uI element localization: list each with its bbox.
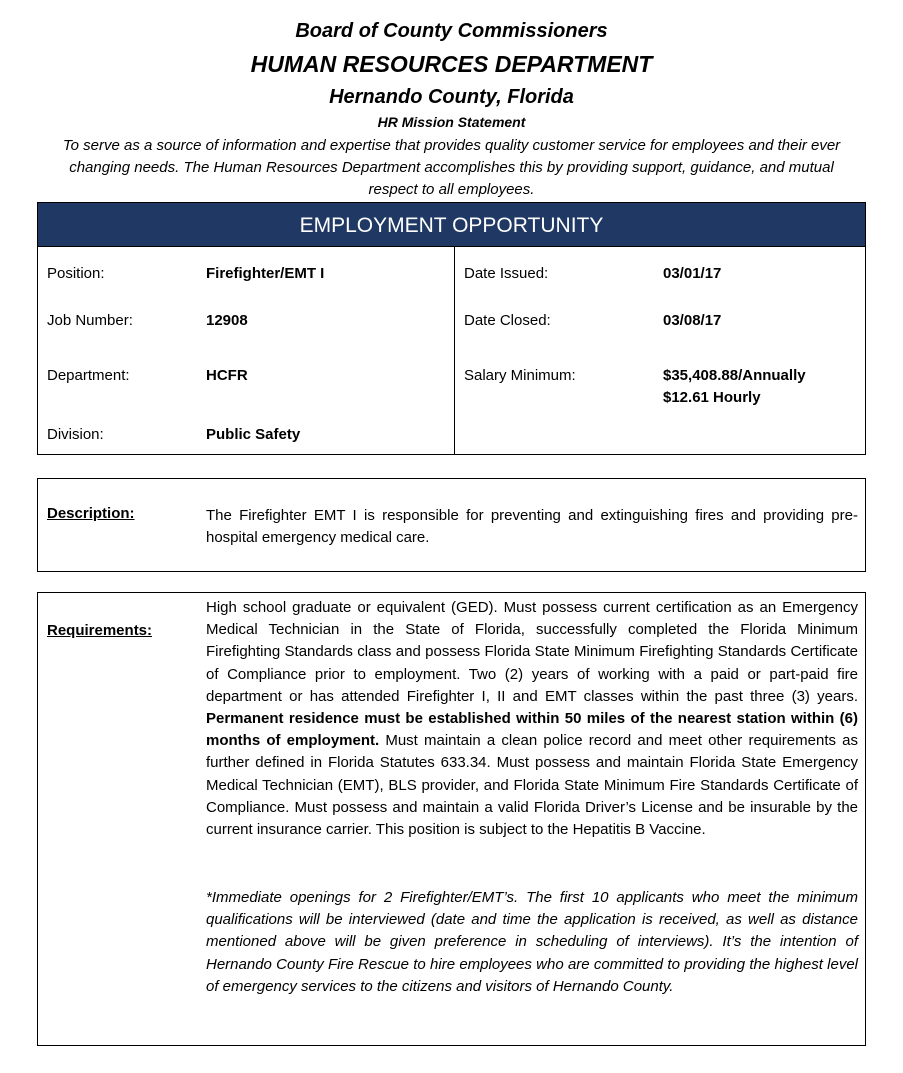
county-title: Hernando County, Florida xyxy=(329,86,574,108)
department-label: Department: xyxy=(47,367,130,384)
requirements-part1: High school graduate or equivalent (GED). Must possess current certification as an Emergency Medical Technician in the State of Florida, successfully completed the Florida Minimum Firefighting Standards class and possess Florida State Minimum Firefighting Standards Certificate of Compliance prior to employment. Two (2) years of working with a paid or part-paid fire department or has attended Firefighter I, II and EMT classes within the past three (3) years. xyxy=(206,599,858,705)
board-title: Board of County Commissioners xyxy=(295,20,608,42)
date-issued-label: Date Issued: xyxy=(464,265,549,282)
date-issued-value: 03/01/17 xyxy=(663,265,722,282)
job-number-label: Job Number: xyxy=(47,312,133,329)
division-label: Division: xyxy=(47,426,104,443)
column-divider xyxy=(454,246,455,455)
employment-banner: EMPLOYMENT OPPORTUNITY xyxy=(37,202,866,247)
description-label: Description: xyxy=(47,505,135,522)
position-label: Position: xyxy=(47,265,105,282)
mission-statement: To serve as a source of information and expertise that provides quality customer service for employees and their ever changing needs. The Human Resources Department accomplishes this by providing support, guidance, and mutual respect to all employees. xyxy=(62,137,841,198)
division-value: Public Safety xyxy=(206,426,301,443)
requirements-part2: Must maintain a clean police record and meet other requirements as further defined in Florida Statutes 633.34. Must possess and maintain Florida State Emergency Medical Technician (EMT), BLS provider, and Florida State Minimum Fire Standards Certificate of Compliance. Must possess and maintain a valid Florida Driver’s License and be insurable by the current insurance carrier. This position is subject to the Hepatitis B Vaccine. xyxy=(206,732,858,839)
date-closed-label: Date Closed: xyxy=(464,312,551,329)
date-closed-value: 03/08/17 xyxy=(663,312,722,329)
position-value: Firefighter/EMT I xyxy=(206,265,325,282)
description-text: The Firefighter EMT I is responsible for preventing and extinguishing fires and providing pre-hospital emergency medical care. xyxy=(206,507,858,547)
salary-label: Salary Minimum: xyxy=(464,367,576,384)
residence-requirement: Permanent residence must be established within 50 miles of the nearest station within (6) months of employment. xyxy=(206,710,858,750)
openings-note: *Immediate openings for 2 Firefighter/EMT’s. The first 10 applicants who meet the minimum qualifications will be interviewed (date and time the application is received, as well as distance mentioned above will be given preference in scheduling of interviews). It’s the intention of Hernando County Fire Rescue to hire employees who are committed to providing the highest level of emergency services to the citizens and visitors of Hernando County. xyxy=(206,889,858,995)
requirements-text xyxy=(206,597,858,841)
department-title: HUMAN RESOURCES DEPARTMENT xyxy=(250,51,653,77)
mission-heading: HR Mission Statement xyxy=(377,114,526,130)
job-number-value: 12908 xyxy=(206,312,248,329)
department-value: HCFR xyxy=(206,367,248,384)
salary-hourly: $12.61 Hourly xyxy=(663,389,761,406)
salary-annual: $35,408.88/Annually xyxy=(663,367,806,384)
requirements-label: Requirements: xyxy=(47,622,153,639)
job-info-table xyxy=(37,246,866,455)
